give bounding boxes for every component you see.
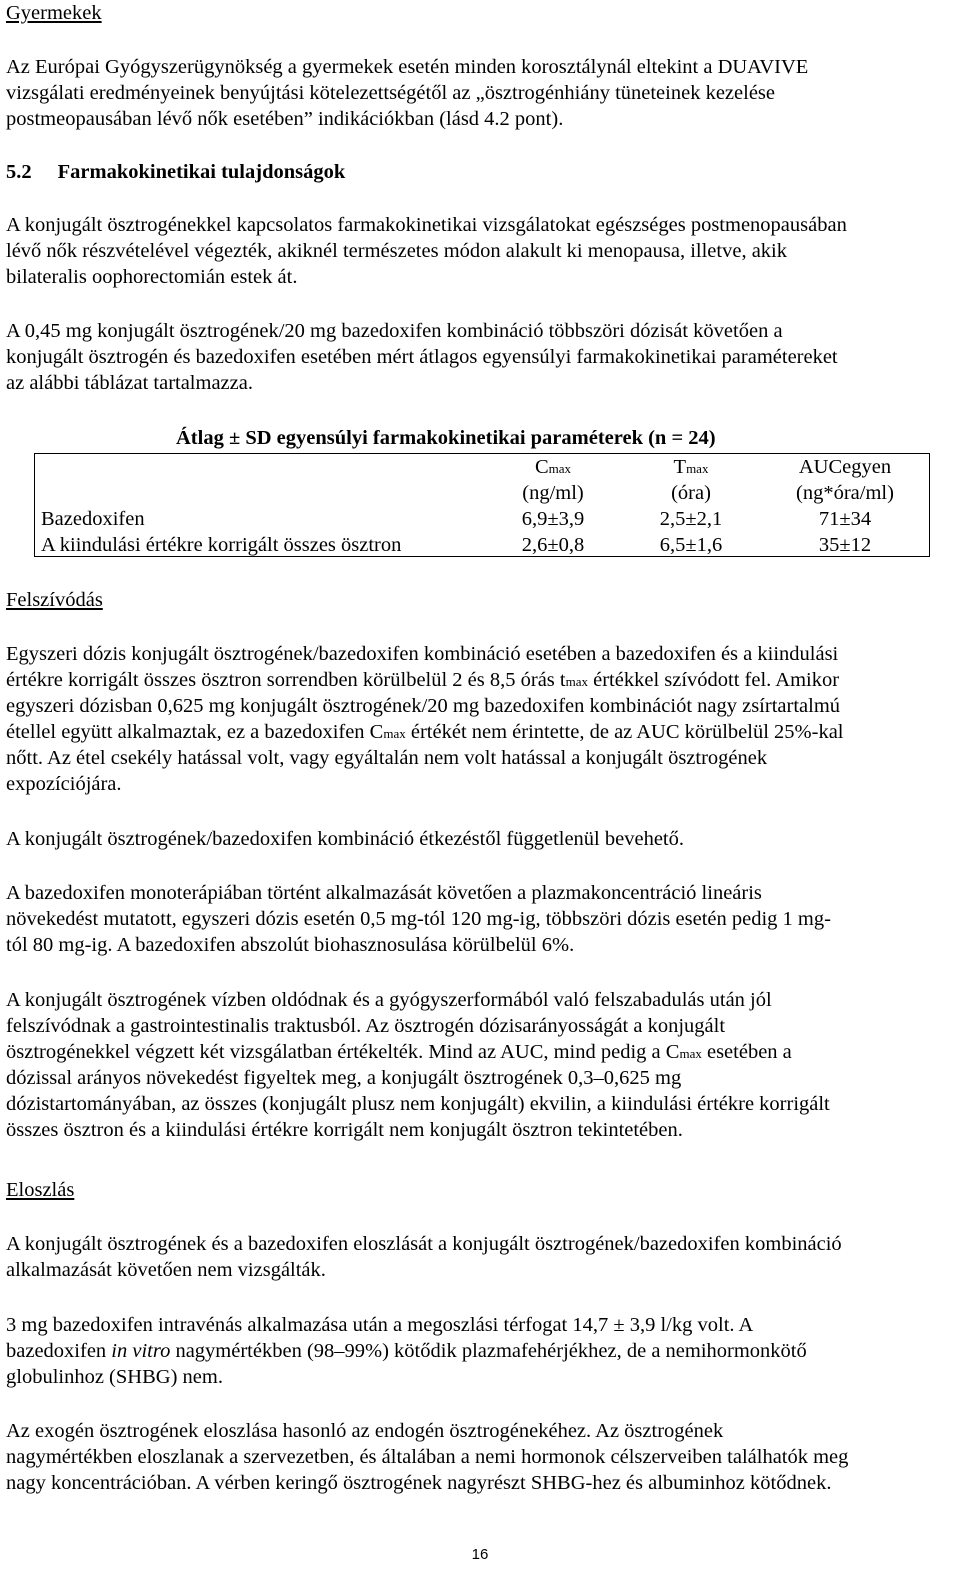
p1-line-1: A konjugált ösztrogénekkel kapcsolatos farmakokinetikai vizsgálatokat egészséges postmenopausában bbox=[6, 214, 847, 236]
header-auc-unit: (ng*óra/ml) bbox=[796, 482, 894, 504]
section-number: 5.2 bbox=[6, 161, 32, 183]
section-heading bbox=[6, 159, 345, 185]
gyermekek-line-3: postmeopausában lévő nők esetében” indikációkban (lásd 4.2 pont). bbox=[6, 108, 564, 130]
p2-line-3: az alábbi táblázat tartalmazza. bbox=[6, 372, 253, 394]
f-p1-line-5: nőtt. Az étel csekély hatással volt, vagy egyáltalán nem volt hatással a konjugált ösztrogének bbox=[6, 747, 768, 769]
gyermekek-line-2: vizsgálati eredményeinek benyújtási kötelezettségétől az „ösztrogénhiány tüneteinek kezelése bbox=[6, 82, 775, 104]
e-p3-line-3: nagy koncentrációban. A vérben keringő ösztrogének nagyrészt SHBG-hez és albuminhoz kötődnek. bbox=[6, 1472, 832, 1494]
e-p2-line-2: bazedoxifen in vitro nagymértékben (98–99%) kötődik plazmafehérjékhez, de a nemihormonkötő bbox=[6, 1340, 807, 1362]
table-cell: 6,9±3,9 bbox=[521, 508, 585, 530]
f-p4-line-6: összes ösztron és a kiindulási értékre korrigált nem konjugált ösztron tekintetében. bbox=[6, 1119, 683, 1141]
header-tmax: Tmax bbox=[673, 456, 709, 478]
e-p2-line-3: globulinhoz (SHBG) nem. bbox=[6, 1366, 223, 1388]
p2-line-2: konjugált ösztrogén és bazedoxifen esetében mért átlagos egyensúlyi farmakokinetikai paramétereket bbox=[6, 346, 838, 368]
heading-eloszlas: Eloszlás bbox=[6, 1179, 75, 1201]
header-cmax-unit: (ng/ml) bbox=[522, 482, 584, 504]
e-p3-line-1: Az exogén ösztrogének eloszlása hasonló az endogén ösztrogénekéhez. Az ösztrogének bbox=[6, 1420, 724, 1442]
header-cmax: Cmax bbox=[534, 456, 572, 478]
f-p3-line-2: növekedést mutatott, egyszeri dózis esetén 0,5 mg-tól 120 mg-ig, többszöri dózis esetén pedig 1 mg- bbox=[6, 908, 831, 930]
p1-line-3: bilateralis oophorectomián estek át. bbox=[6, 266, 298, 288]
e-p3-line-2: nagymértékben eloszlanak a szervezetben, és általában a nemi hormonok célszerveiben találhatók meg bbox=[6, 1446, 849, 1468]
header-tmax-unit: (óra) bbox=[671, 482, 711, 504]
e-p1-line-2: alkalmazását követően nem vizsgálták. bbox=[6, 1259, 326, 1281]
f-p4-line-4: dózissal arányos növekedést figyeltek meg, a konjugált ösztrogének 0,3–0,625 mg bbox=[6, 1067, 682, 1089]
table-cell: 2,5±2,1 bbox=[659, 508, 723, 530]
f-p1-line-4: étellel együtt alkalmaztak, ez a bazedoxifen Cmax értékét nem érintette, de az AUC körülbelül 25%-kal bbox=[6, 721, 844, 743]
page-number: 16 bbox=[471, 1546, 489, 1563]
section-title: Farmakokinetikai tulajdonságok bbox=[57, 161, 346, 183]
f-p1-line-2: értékre korrigált összes ösztron sorrendben körülbelül 2 és 8,5 órás tmax értékkel szívódott fel. Amikor bbox=[6, 669, 840, 691]
table-cell: 35±12 bbox=[818, 534, 872, 556]
table-cell: 6,5±1,6 bbox=[659, 534, 723, 556]
p1-line-2: lévő nők részvételével végezték, akiknél természetes módon alakult ki menopausa, illetve, akik bbox=[6, 240, 787, 262]
f-p4-line-5: dózistartományában, az összes (konjugált plusz nem konjugált) ekvilin, a kiindulási értékre korrigált bbox=[6, 1093, 830, 1115]
heading-gyermekek: Gyermekek bbox=[6, 2, 102, 24]
f-p1-line-1: Egyszeri dózis konjugált ösztrogének/bazedoxifen kombináció esetében a bazedoxifen és a kiindulási bbox=[6, 643, 839, 665]
row-label: Bazedoxifen bbox=[41, 508, 145, 530]
f-p1-line-6: expozíciójára. bbox=[6, 773, 122, 795]
pk-table bbox=[34, 453, 930, 557]
p2-line-1: A 0,45 mg konjugált ösztrogének/20 mg bazedoxifen kombináció többszöri dózisát követően a bbox=[6, 320, 783, 342]
f-p4-line-1: A konjugált ösztrogének vízben oldódnak és a gyógyszerformából való felszabadulás után jól bbox=[6, 989, 772, 1011]
f-p3-line-1: A bazedoxifen monoterápiában történt alkalmazását követően a plazmakoncentráció lineáris bbox=[6, 882, 762, 904]
f-p2-line-1: A konjugált ösztrogének/bazedoxifen kombináció étkezéstől függetlenül bevehető. bbox=[6, 828, 684, 850]
table-cell: 71±34 bbox=[818, 508, 872, 530]
e-p1-line-1: A konjugált ösztrogének és a bazedoxifen eloszlását a konjugált ösztrogének/bazedoxifen kombináció bbox=[6, 1233, 842, 1255]
gyermekek-line-1: Az Európai Gyógyszerügynökség a gyermekek esetén minden korosztálynál eltekint a DUAVIVE bbox=[6, 56, 809, 78]
f-p3-line-3: tól 80 mg-ig. A bazedoxifen abszolút biohasznosulása körülbelül 6%. bbox=[6, 934, 575, 956]
f-p1-line-3: egyszeri dózisban 0,625 mg konjugált ösztrogének/20 mg bazedoxifen kombinációt nagy zsírtartalmú bbox=[6, 695, 841, 717]
table-cell: 2,6±0,8 bbox=[521, 534, 585, 556]
f-p4-line-2: felszívódnak a gastrointestinalis traktusból. Az ösztrogén dózisarányosságát a konjugált bbox=[6, 1015, 726, 1037]
table-title: Átlag ± SD egyensúlyi farmakokinetikai paraméterek (n = 24) bbox=[176, 427, 716, 449]
f-p4-line-3: ösztrogénekkel végzett két vizsgálatban értékelték. Mind az AUC, mind pedig a Cmax esetében a bbox=[6, 1041, 792, 1063]
e-p2-line-1: 3 mg bazedoxifen intravénás alkalmazása után a megoszlási térfogat 14,7 ± 3,9 l/kg volt. A bbox=[6, 1314, 754, 1336]
header-auc: AUCegyen bbox=[798, 456, 892, 478]
heading-felszivodas: Felszívódás bbox=[6, 589, 103, 611]
row-label: A kiindulási értékre korrigált összes ösztron bbox=[41, 534, 402, 556]
